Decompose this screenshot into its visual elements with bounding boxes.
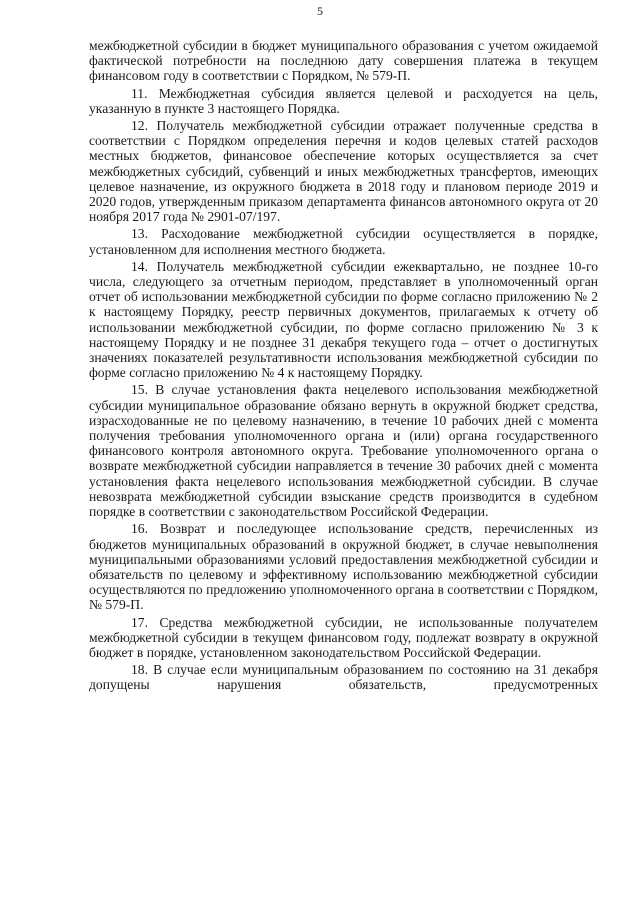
paragraph-18: 18. В случае если муниципальным образованием по состоянию на 31 декабря допущены нарушения обязательств, предусмотренных — [89, 662, 598, 693]
paragraph-12: 12. Получатель межбюджетной субсидии отражает полученные средства в соответствии с Порядком определения перечня и кодов целевых статей расходов местных бюджетов, финансовое обеспечение которых осуществляется за счет межбюджетных субсидий, субвенций и иных межбюджетных трансфертов, имеющих целевое назначение, из окружного бюджета в 2018 году и плановом периоде 2019 и 2020 годов, утвержденным приказом департамента финансов автономного округа от 20 ноября 2017 года № 2901-07/197. — [89, 118, 598, 225]
paragraph-13: 13. Расходование межбюджетной субсидии осуществляется в порядке, установленном для исполнения местного бюджета. — [89, 226, 598, 257]
paragraph-continuation: межбюджетной субсидии в бюджет муниципального образования с учетом ожидаемой фактической потребности на последнюю дату совершения платежа в текущем финансовом году в соответствии с Порядком, № 579-П. — [89, 38, 598, 84]
document-body — [89, 38, 598, 693]
paragraph-16: 16. Возврат и последующее использование средств, перечисленных из бюджетов муниципальных образований в окружной бюджет, в случае невыполнения муниципальными образованиями условий предоставления межбюджетной субсидии и обязательств по целевому и эффективному использованию межбюджетной субсидии осуществляются по предложению уполномоченного органа в соответствии с Порядком, № 579-П. — [89, 521, 598, 613]
paragraph-14: 14. Получатель межбюджетной субсидии ежеквартально, не позднее 10-го числа, следующего за отчетным периодом, представляет в уполномоченный орган отчет об использовании межбюджетной субсидии по форме согласно приложению № 2 к настоящему Порядку, реестр первичных документов, прилагаемых к отчету об использовании межбюджетной субсидии, по форме согласно приложению № 3 к настоящему Порядку и не позднее 31 декабря текущего года – отчет о достигнутых значениях показателей результативности использования межбюджетной субсидии по форме согласно приложению № 4 к настоящему Порядку. — [89, 258, 598, 381]
paragraph-15: 15. В случае установления факта нецелевого использования межбюджетной субсидии муниципальное образование обязано вернуть в окружной бюджет средства, израсходованные не по целевому назначению, в течение 10 рабочих дней с момента получения требования уполномоченного органа и (или) органа государственного финансового контроля автономного округа. Требование уполномоченного органа о возврате межбюджетной субсидии направляется в течение 30 рабочих дней с момента установления факта нецелевого использования межбюджетной субсидии. В случае невозврата межбюджетной субсидии взыскание средств производится в судебном порядке в соответствии с законодательством Российской Федерации. — [89, 382, 598, 520]
paragraph-11: 11. Межбюджетная субсидия является целевой и расходуется на цель, указанную в пункте 3 настоящего Порядка. — [89, 85, 598, 116]
paragraph-17: 17. Средства межбюджетной субсидии, не использованные получателем межбюджетной субсидии в текущем финансовом году, подлежат возврату в окружной бюджет в порядке, установленном законодательством Российской Федерации. — [89, 614, 598, 660]
page-number: 5 — [317, 4, 323, 18]
